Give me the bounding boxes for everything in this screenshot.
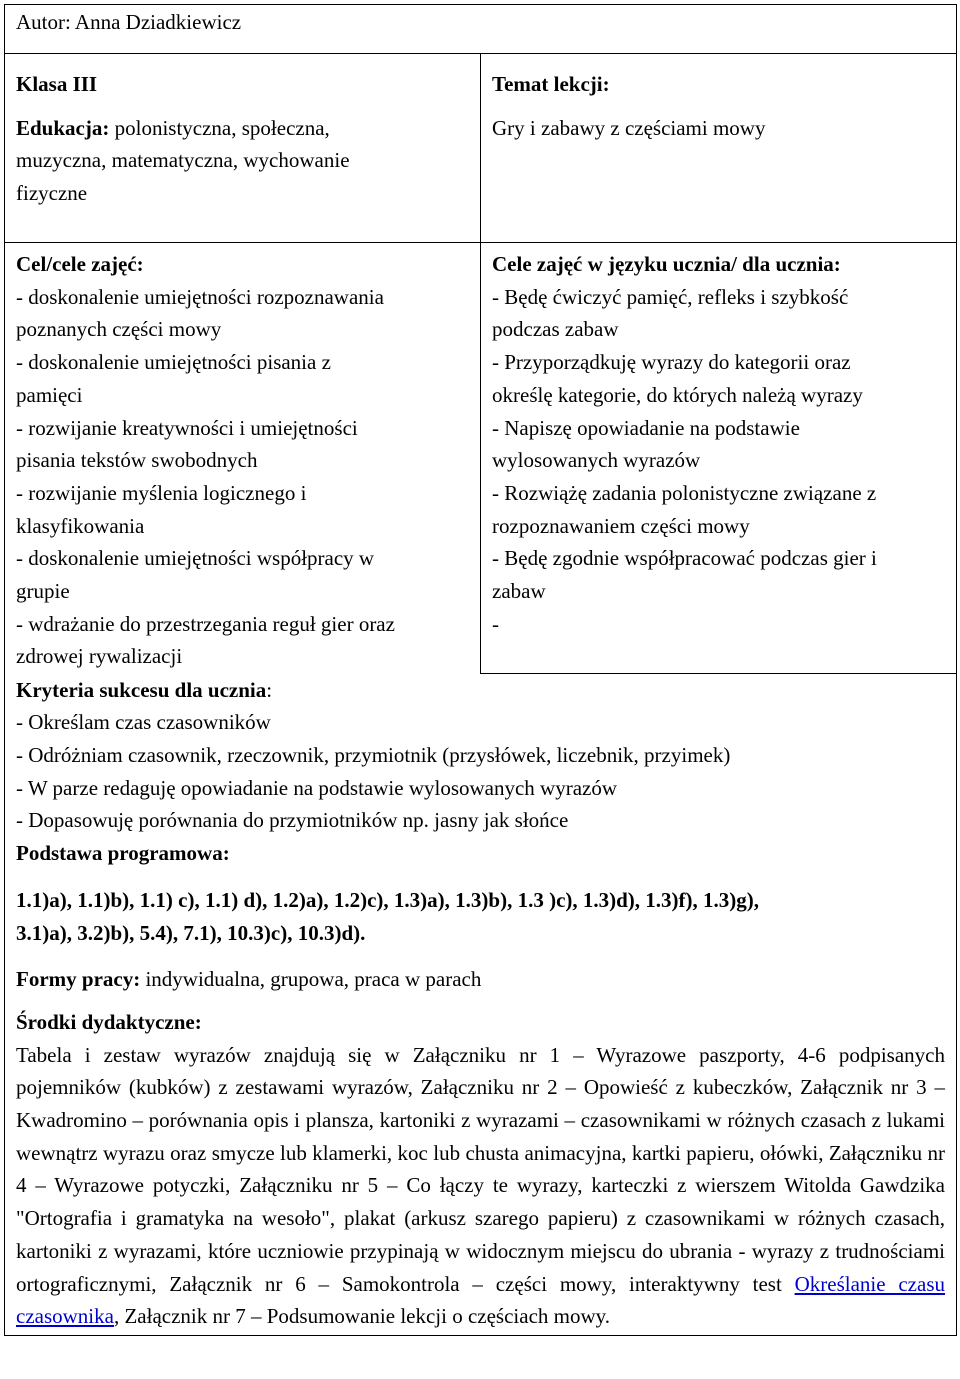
student-goals-label: Cele zajęć w języku ucznia/ dla ucznia: [492, 252, 841, 276]
teaching-aids-label: Środki dydaktyczne: [16, 1009, 202, 1034]
work-forms-label: Formy pracy: [16, 967, 141, 992]
goal-line: - wdrażanie do przestrzegania reguł gier oraz [16, 611, 395, 636]
curriculum-line: 3.1)a), 3.2)b), 5.4), 7.1), 10.3)c), 10.3)d). [16, 920, 366, 945]
main-content-cell [5, 673, 957, 1335]
criteria-colon: : [266, 677, 273, 702]
goal-line: pisania tekstów swobodnych [16, 448, 258, 473]
goal-line: poznanych części mowy [16, 317, 222, 342]
criteria-line: - Dopasowuję porównania do przymiotników np. jasny jak słońce [16, 808, 569, 833]
goal-line: pamięci [16, 382, 83, 407]
goal-line: - doskonalenie umiejętności pisania z [16, 350, 331, 375]
student-goal-line: - Rozwiążę zadania polonistyczne związane z [492, 480, 877, 505]
student-goal-line: - [492, 611, 499, 636]
student-goal-line: wylosowanych wyrazów [492, 448, 701, 473]
student-goal-line: rozpoznawaniem części mowy [492, 513, 750, 538]
goal-line: zdrowej rywalizacji [16, 644, 183, 669]
test-link[interactable]: Określanie czasu czasownika [16, 1271, 945, 1329]
author-text: Autor: Anna Dziadkiewicz [16, 10, 242, 34]
goal-line: - doskonalenie umiejętności rozpoznawania [16, 284, 384, 309]
teaching-aids-text [16, 1039, 945, 1333]
topic-label: Temat lekcji: [492, 72, 610, 96]
student-goal-line: - Napiszę opowiadanie na podstawie [492, 415, 800, 440]
topic-value: Gry i zabawy z częściami mowy [492, 115, 766, 140]
goals-label: Cel/cele zajęć: [16, 252, 144, 276]
work-forms [16, 963, 945, 996]
goal-line: - rozwijanie myślenia logicznego i [16, 480, 307, 505]
criteria-label: Kryteria sukcesu dla ucznia [16, 677, 267, 702]
work-forms-value: indywidualna, grupowa, praca w parach [140, 967, 482, 992]
student-goal-line: - Przyporządkuję wyrazy do kategorii oraz [492, 350, 851, 375]
criteria-line: - Określam czas czasowników [16, 710, 271, 735]
goals-row [5, 243, 957, 674]
goal-line: - doskonalenie umiejętności współpracy w [16, 546, 375, 571]
student-goal-line: zabaw [492, 579, 546, 604]
author-row [5, 5, 957, 54]
student-goal-line: określę kategorie, do których należą wyrazy [492, 382, 863, 407]
author-cell [5, 5, 957, 54]
class-topic-row [5, 54, 957, 243]
education-label: Edukacja: [16, 115, 110, 140]
teaching-aids-body: Tabela i zestaw wyrazów znajdują się w Załączniku nr 1 – Wyrazowe paszporty, 4-6 podpisanych pojemników (kubków) z zestawami wyrazów, Załączniku nr 2 – Opowieść z kubeczków, Załącznik nr 3 – Kwadromino – porównania opis i plansza, kartoniki z wyrazami – czasownikami w różnych czasach z lukami wewnątrz wyrazu oraz smycze lub klamerki, koc lub chusta animacyjna, kartki papieru, ołówki, Załączniku nr 4 – Wyrazowe potyczki, Załączniku nr 5 – Co łączy te wyrazy, karteczki z wierszem Witolda Gawdzika "Ortografia i gramatyka na wesoło", plakat (arkusz szarego papieru) z czasownikami w różnych czasach, kartoniki z wyrazami, które uczniowie przypinają w widocznym miejscu do ubrania - wyrazy z trudnościami ortograficznymi, Załącznik nr 6 – Samokontrola – części mowy, interaktywny test [16, 1042, 945, 1296]
goals-cell [5, 243, 481, 674]
goal-line: - rozwijanie kreatywności i umiejętności [16, 415, 358, 440]
goal-line: klasyfikowania [16, 513, 145, 538]
student-goal-line: - Będę ćwiczyć pamięć, refleks i szybkość [492, 284, 849, 309]
education-value: polonistyczna, społeczna, [109, 115, 330, 140]
criteria-line: - W parze redaguję opowiadanie na podstawie wylosowanych wyrazów [16, 775, 618, 800]
education-line-1 [16, 112, 469, 145]
criteria-line: - Odróżniam czasownik, rzeczownik, przymiotnik (przysłówek, liczebnik, przyimek) [16, 743, 731, 768]
class-label: Klasa III [16, 72, 98, 96]
main-content-row [5, 673, 957, 1335]
topic-cell [481, 54, 957, 243]
education-line-3: fizyczne [16, 181, 88, 206]
student-goal-line: - Będę zgodnie współpracować podczas gier i [492, 546, 877, 571]
goal-line: grupie [16, 579, 70, 604]
student-goals-cell [481, 243, 957, 674]
teaching-aids-tail: , Załącznik nr 7 – Podsumowanie lekcji o częściach mowy. [113, 1304, 611, 1329]
lesson-plan-table [4, 4, 957, 1336]
criteria-heading [16, 674, 945, 707]
education-line-2: muzyczna, matematyczna, wychowanie [16, 148, 350, 173]
class-cell [5, 54, 481, 243]
curriculum-line: 1.1)a), 1.1)b), 1.1) c), 1.1) d), 1.2)a), 1.2)c), 1.3)a), 1.3)b), 1.3 )c), 1.3)d), 1.3)f), 1.3)g), [16, 887, 760, 912]
student-goal-line: podczas zabaw [492, 317, 619, 342]
curriculum-label: Podstawa programowa: [16, 841, 230, 866]
